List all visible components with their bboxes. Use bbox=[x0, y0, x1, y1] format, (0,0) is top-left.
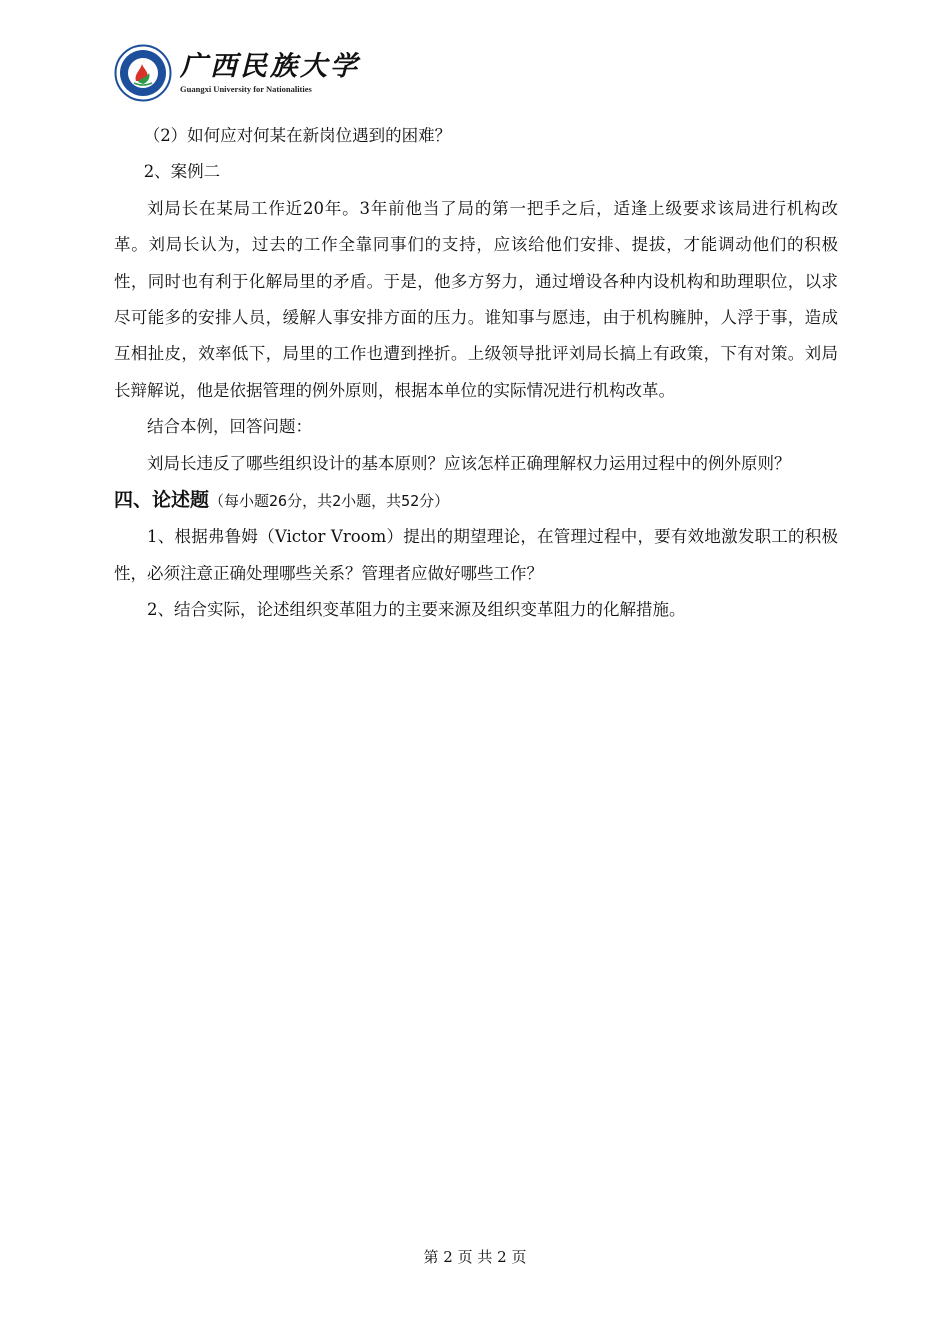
university-header bbox=[114, 44, 360, 102]
case2-heading: 2、案例二 bbox=[143, 162, 221, 182]
case2-question: 刘局长违反了哪些组织设计的基本原则？应该怎样正确理解权力运用过程中的例外原则？ bbox=[147, 453, 791, 473]
essay-question-1: 1、根据弗鲁姆（Victor Vroom）提出的期望理论，在管理过程中，要有效地激发职工的积极性，必须注意正确处理哪些关系？管理者应做好哪些工作？ bbox=[114, 527, 838, 583]
university-name-en: Guangxi University for Nationalities bbox=[180, 84, 312, 94]
exam-content bbox=[114, 118, 838, 629]
section-4-score-note: （每小题26分，共2小题，共52分） bbox=[209, 492, 450, 511]
university-seal-icon bbox=[114, 44, 172, 102]
university-wordmark bbox=[180, 51, 360, 95]
page-number: 第 2 页 共 2 页 bbox=[423, 1248, 527, 1266]
university-name-cn: 广西民族大学 bbox=[180, 51, 360, 82]
case2-prompt: 结合本例，回答问题： bbox=[147, 417, 312, 437]
section-4-heading bbox=[114, 482, 838, 519]
essay-question-2: 2、结合实际，论述组织变革阻力的主要来源及组织变革阻力的化解措施。 bbox=[147, 600, 686, 620]
section-4-title: 四、论述题 bbox=[114, 489, 210, 512]
case1-question-2: （2）如何应对何某在新岗位遇到的困难？ bbox=[143, 126, 452, 145]
case2-paragraph: 刘局长在某局工作近20年。3年前他当了局的第一把手之后，适逢上级要求该局进行机构改革。刘局长认为，过去的工作全靠同事们的支持，应该给他们安排、提拔，才能调动他们的积极性，同时也有利于化解局里的矛盾。于是，他多方努力，通过增设各种内设机构和助理职位，以求尽可能多的安排人员，缓解人事安排方面的压力。谁知事与愿违，由于机构臃肿，人浮于事，造成互相扯皮，效率低下，局里的工作也遭到挫折。上级领导批评刘局长搞上有政策，下有对策。刘局长辩解说，他是依据管理的例外原则，根据本单位的实际情况进行机构改革。 bbox=[114, 198, 838, 400]
